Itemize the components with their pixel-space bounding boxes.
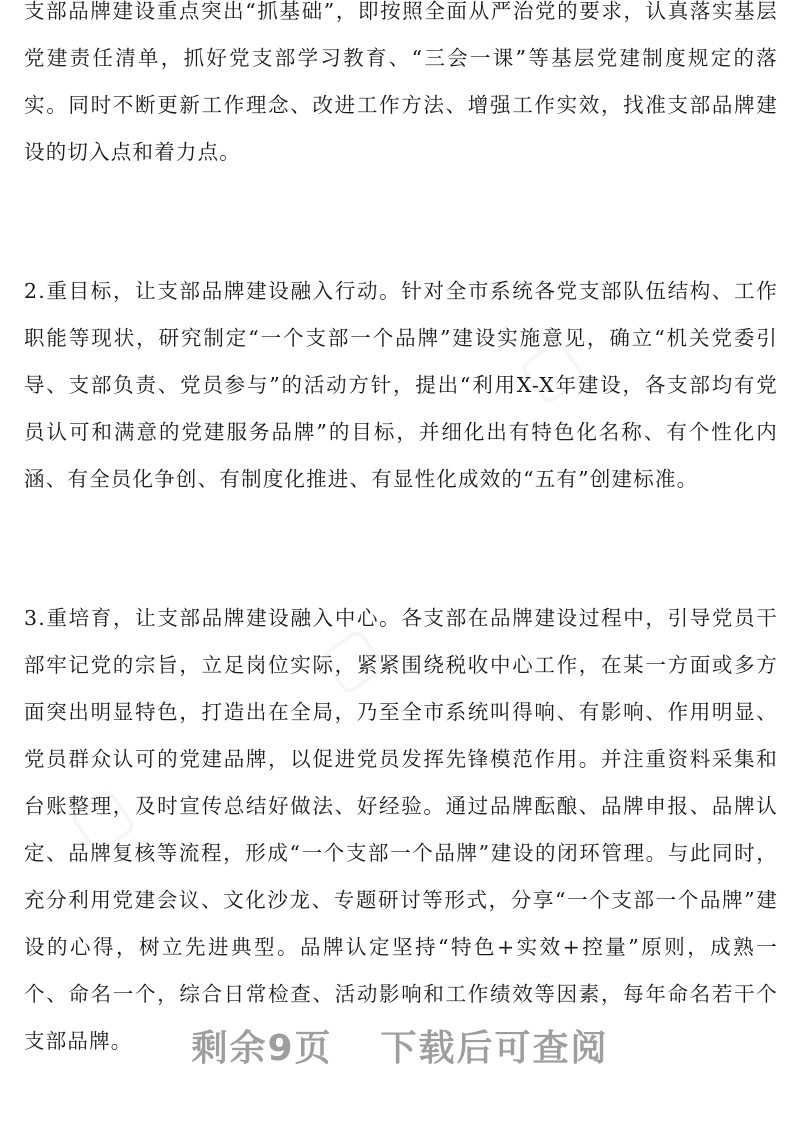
document-body [24, 0, 778, 1065]
download-to-view-text[interactable]: 下载后可查阅 [380, 1028, 609, 1069]
paragraph-goal: 2.重目标，让支部品牌建设融入行动。针对全市系统各党支部队伍结构、工作职能等现状，研究制定“一个支部一个品牌”建设实施意见，确立“机关党委引导、支部负责、党员参与”的活动方针，提出“利用X-X年建设，各支部均有党员认可和满意的党建服务品牌”的目标，并细化出有特色化名称、有个性化内涵、有全员化争创、有制度化推进、有显性化成效的“五有”创建标准。 [24, 279, 778, 491]
remaining-pages-text[interactable]: 剩余9页 [191, 1028, 333, 1069]
paragraph-spacer [24, 503, 778, 595]
paragraph-intro-continued: 支部品牌建设重点突出“抓基础”，即按照全面从严治党的要求，认真落实基层党建责任清单，抓好党支部学习教育、“三会一课”等基层党建制度规定的落实。同时不断更新工作理念、改进工作方法、增强工作实效，找准支部品牌建设的切入点和着力点。 [24, 0, 778, 164]
paragraph-cultivation: 3.重培育，让支部品牌建设融入中心。各支部在品牌建设过程中，引导党员干部牢记党的宗旨，立足岗位实际，紧紧围绕税收中心工作，在某一方面或多方面突出明显特色，打造出在全局，乃至全市系统叫得响、有影响、作用明显、党员群众认可的党建品牌，以促进党员发挥先锋模范作用。并注重资料采集和台账整理，及时宣传总结好做法、好经验。通过品牌酝酿、品牌申报、品牌认定、品牌复核等流程，形成“一个支部一个品牌”建设的闭环管理。与此同时，充分利用党建会议、文化沙龙、专题研讨等形式，分享“一个支部一个品牌”建设的心得，树立先进典型。品牌认定坚持“特色+实效+控量”原则，成熟一个、命名一个，综合日常检查、活动影响和工作绩效等因素，每年命名若干个支部品牌。 [24, 606, 778, 1053]
watermark-logo: ▢ [54, 768, 150, 866]
watermark-logo: ▢ [504, 318, 600, 416]
watermark-logo: ▢ [304, 608, 400, 706]
download-prompt[interactable] [0, 1020, 800, 1071]
paragraph-spacer [24, 176, 778, 268]
